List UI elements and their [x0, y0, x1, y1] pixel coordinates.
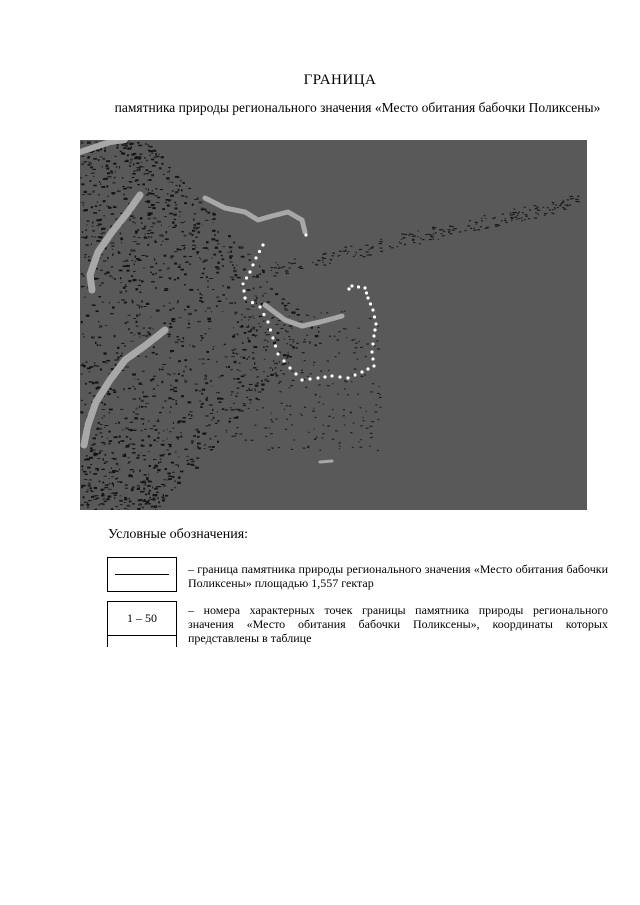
legend-boundary-text: – граница памятника природы регионального значения «Место обитания бабочки Поликсены» площадью 1,557 гектар: [188, 562, 608, 590]
boundary-point: [357, 285, 360, 288]
points-range-label: 1 – 50: [127, 611, 157, 625]
boundary-point: [371, 342, 374, 345]
boundary-point: [308, 377, 311, 380]
boundary-point: [258, 305, 261, 308]
legend-heading: Условные обозначения:: [108, 527, 249, 542]
boundary-point: [300, 378, 303, 381]
boundary-point: [369, 302, 372, 305]
boundary-point: [372, 334, 375, 337]
boundary-point: [266, 320, 269, 323]
boundary-point: [371, 357, 374, 360]
boundary-point: [366, 296, 369, 299]
boundary-point: [258, 250, 261, 253]
boundary-point: [243, 296, 246, 299]
page-subtitle: памятника природы регионального значения «Место обитания бабочки Поликсены»: [114, 100, 601, 115]
satellite-map: [80, 140, 587, 510]
boundary-point: [269, 328, 272, 331]
boundary-point: [363, 286, 366, 289]
boundary-point: [245, 276, 248, 279]
boundary-point: [304, 233, 307, 236]
boundary-point: [373, 315, 376, 318]
legend-boundary-symbol: [107, 557, 177, 592]
boundary-point: [262, 313, 265, 316]
boundary-point: [372, 364, 375, 367]
boundary-point: [276, 352, 279, 355]
boundary-point: [316, 376, 319, 379]
boundary-point: [370, 350, 373, 353]
boundary-point: [360, 370, 363, 373]
boundary-point: [251, 301, 254, 304]
boundary-point: [288, 366, 291, 369]
boundary-point: [282, 359, 285, 362]
boundary-point: [346, 376, 349, 379]
boundary-point: [261, 243, 264, 246]
boundary-point: [241, 282, 244, 285]
river-bottom: [320, 461, 332, 462]
boundary-point: [294, 372, 297, 375]
boundary-point: [254, 256, 257, 259]
boundary-point: [347, 287, 350, 290]
boundary-point: [365, 291, 368, 294]
boundary-point: [242, 289, 245, 292]
boundary-point: [271, 336, 274, 339]
boundary-point: [330, 374, 333, 377]
legend-points-symbol: [107, 601, 177, 636]
boundary-point: [374, 322, 377, 325]
boundary-point: [371, 308, 374, 311]
legend-points-symbol-tail: [107, 635, 177, 647]
boundary-point: [274, 344, 277, 347]
boundary-point: [350, 284, 353, 287]
boundary-point: [338, 375, 341, 378]
boundary-line-symbol: [115, 574, 169, 575]
boundary-point: [366, 367, 369, 370]
boundary-point: [373, 328, 376, 331]
page-title: ГРАНИЦА: [303, 72, 377, 88]
boundary-point: [353, 373, 356, 376]
boundary-point: [248, 270, 251, 273]
boundary-point: [251, 263, 254, 266]
legend-points-text: – номера характерных точек границы памятника природы регионального значения «Место обитания бабочки Поликсены», координаты которых представлены в таблице: [188, 603, 608, 645]
boundary-point: [323, 375, 326, 378]
